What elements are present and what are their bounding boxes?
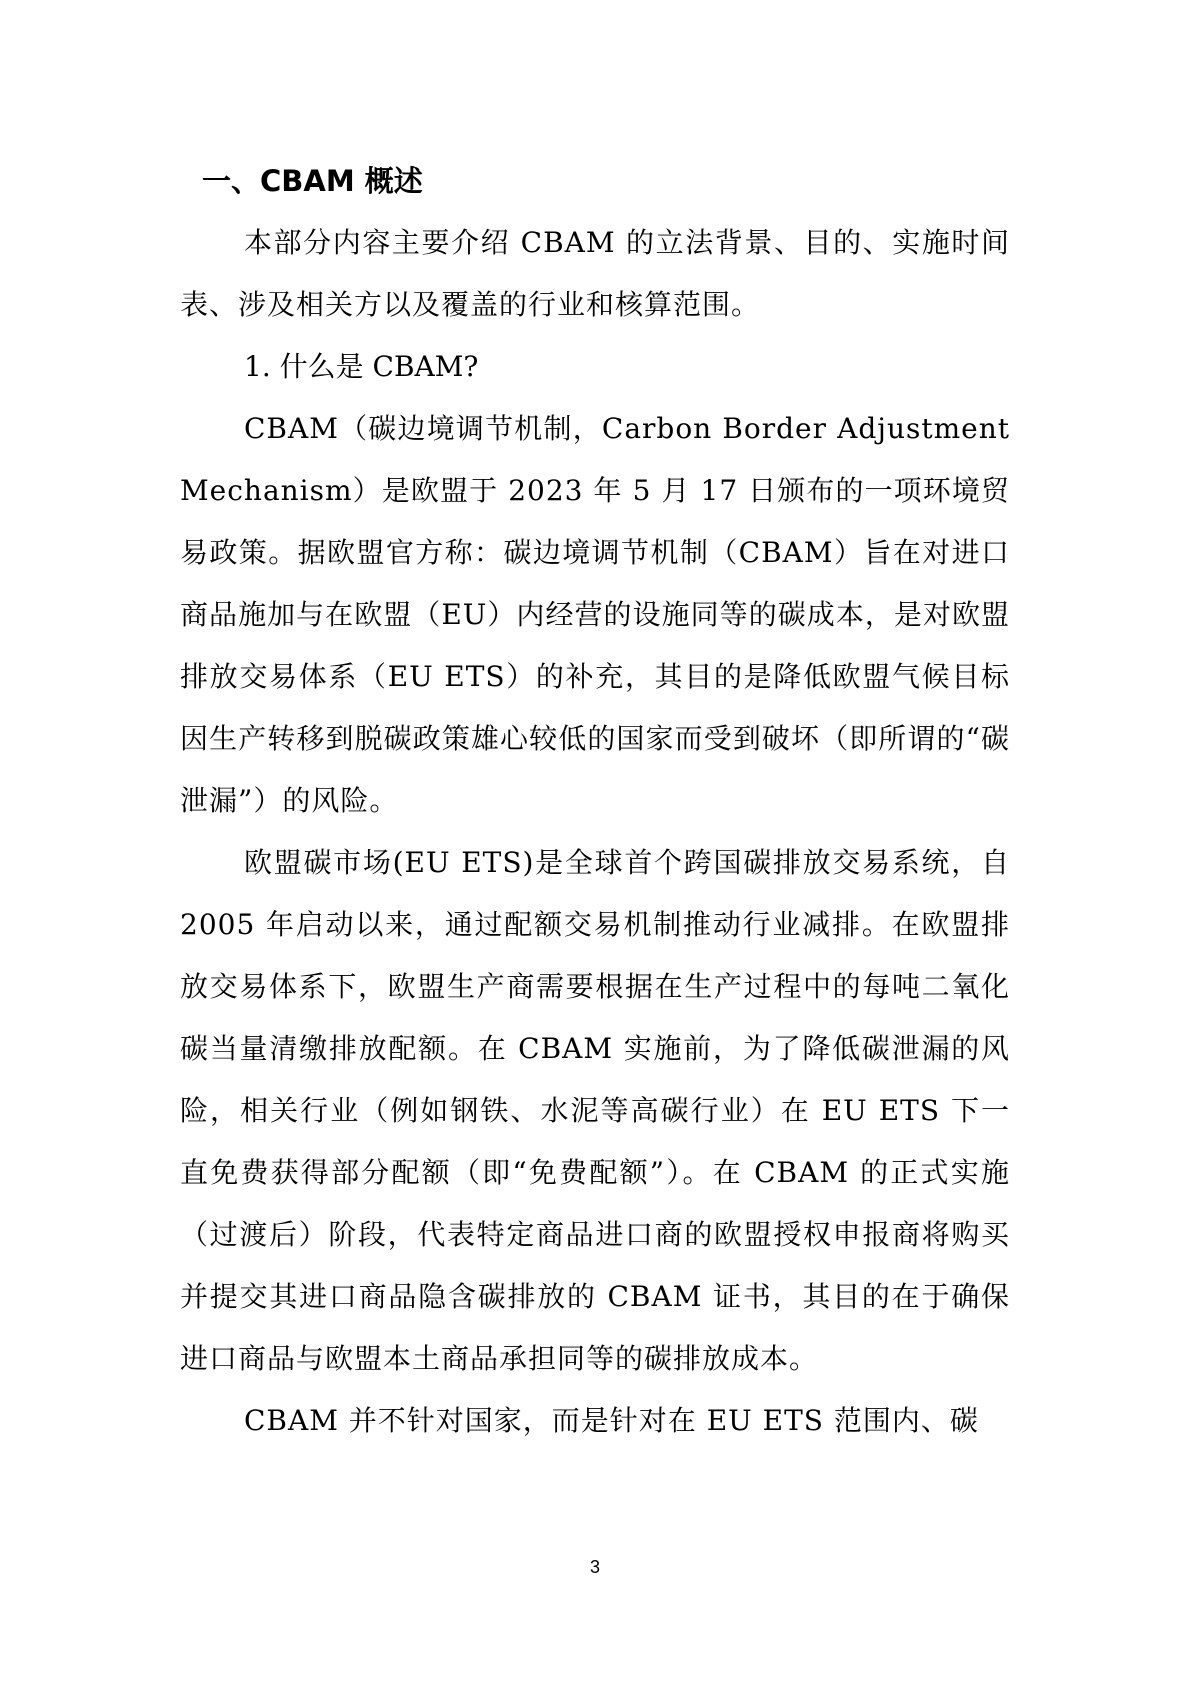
paragraph-eu-ets: 欧盟碳市场(EU ETS)是全球首个跨国碳排放交易系统，自 2005 年启动以来，通过配额交易机制推动行业减排。在欧盟排放交易体系下，欧盟生产商需要根据在生产过程中的每吨二氧化碳当量清缴排放配额。在 CBAM 实施前，为了降低碳泄漏的风险，相关行业（例如钢铁、水泥等高碳行业）在 EU ETS 下一直免费获得部分配额（即“免费配额”）。在 CBAM 的正式实施（过渡后）阶段，代表特定商品进口商的欧盟授权申报商将购买并提交其进口商品隐含碳排放的 CBAM 证书，其目的在于确保进口商品与欧盟本土商品承担同等的碳排放成本。 [180, 846, 1010, 1375]
section-heading: 一、CBAM 概述 [202, 164, 423, 198]
intro-paragraph: 本部分内容主要介绍 CBAM 的立法背景、目的、实施时间表、涉及相关方以及覆盖的行业和核算范围。 [180, 226, 1010, 321]
paragraph-cbam-definition: CBAM（碳边境调节机制，Carbon Border Adjustment Mechanism）是欧盟于 2023 年 5 月 17 日颁布的一项环境贸易政策。据欧盟官方称：碳边境调节机制（CBAM）旨在对进口商品施加与在欧盟（EU）内经营的设施同等的碳成本，是对欧盟排放交易体系（EU ETS）的补充，其目的是降低欧盟气候目标因生产转移到脱碳政策雄心较低的国家而受到破坏（即所谓的“碳泄漏”）的风险。 [180, 412, 1010, 817]
paragraph-cbam-scope: CBAM 并不针对国家，而是针对在 EU ETS 范围内、碳 [244, 1404, 979, 1437]
page-content [180, 150, 1010, 1452]
subsection-heading: 1. 什么是 CBAM? [244, 350, 479, 383]
page-number: 3 [589, 1557, 600, 1577]
